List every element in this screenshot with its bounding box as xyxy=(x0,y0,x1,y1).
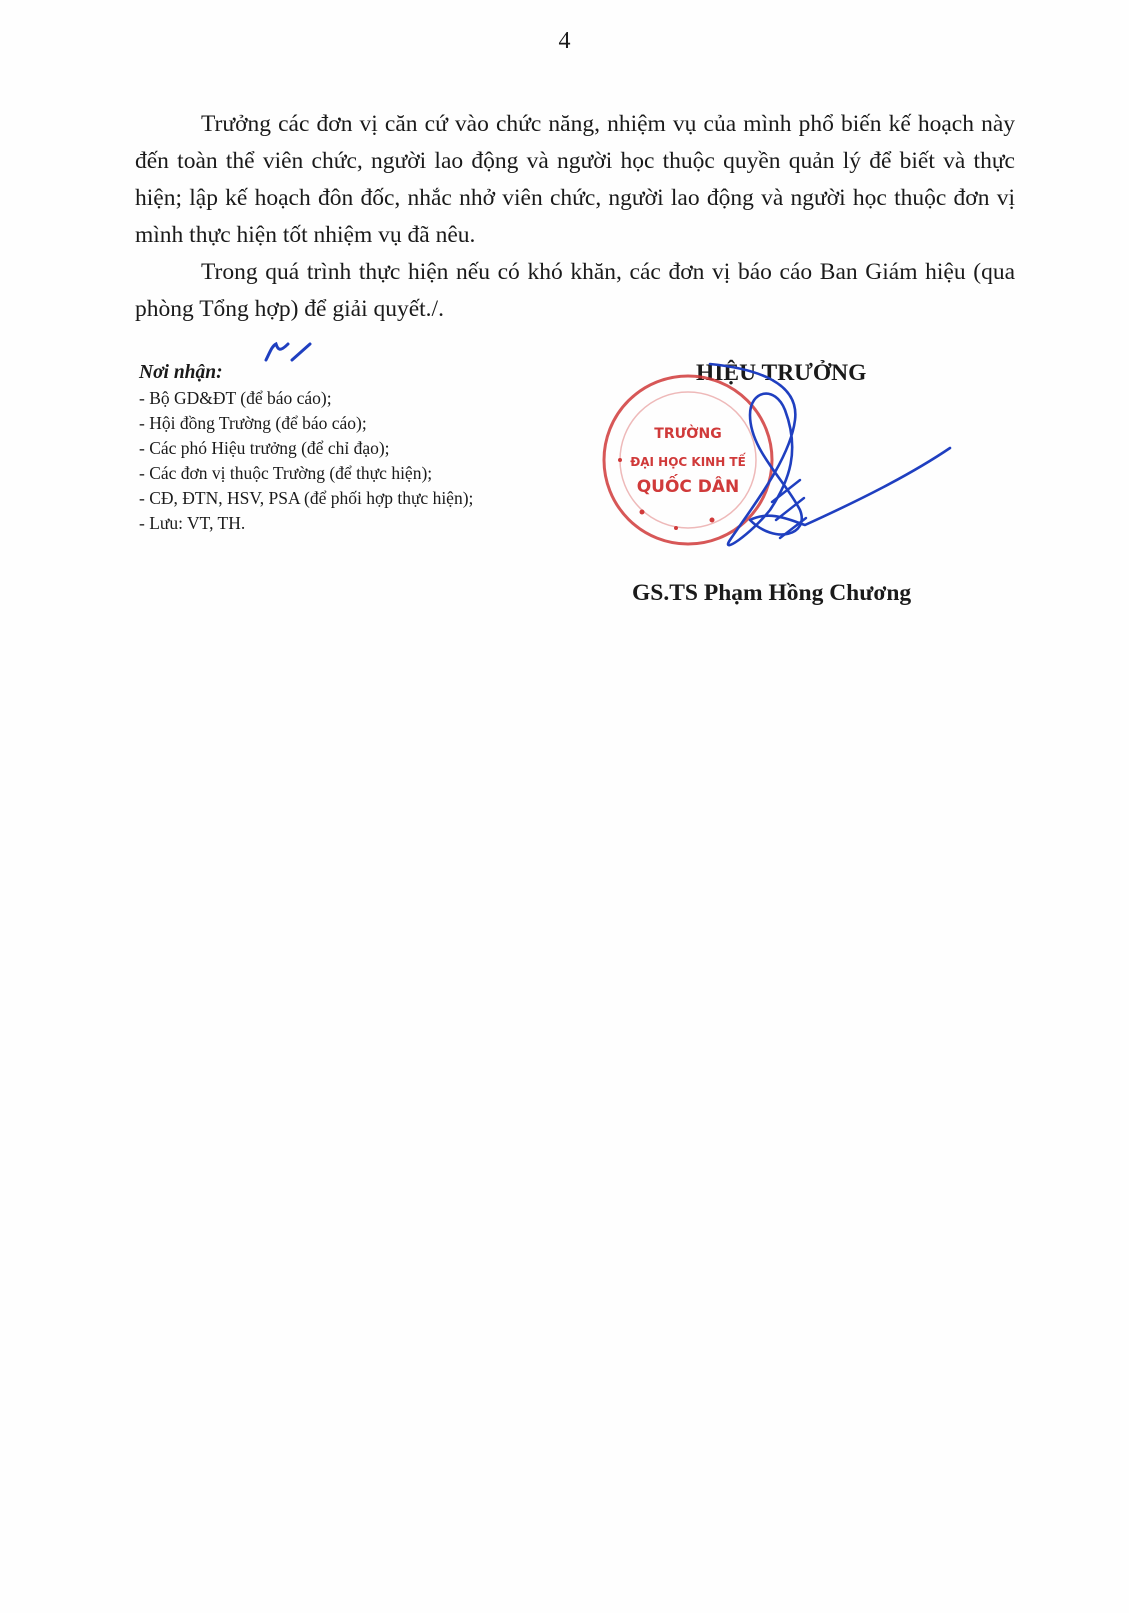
recipient-item: - Hội đồng Trường (để báo cáo); xyxy=(139,413,367,433)
signature-block xyxy=(600,360,1000,620)
recipient-item: - Các đơn vị thuộc Trường (để thực hiện); xyxy=(139,463,433,483)
stamp-line-3: QUỐC DÂN xyxy=(636,477,740,497)
recipient-item: - Lưu: VT, TH. xyxy=(139,513,246,533)
paragraph-1: Trưởng các đơn vị căn cứ vào chức năng, nhiệm vụ của mình phổ biến kế hoạch này đến toàn thể viên chức, người lao động và người học thuộc quyền quản lý để biết và thực hiện; lập kế hoạch đôn đốc, nhắc nhở viên chức, người lao động và người học thuộc đơn vị mình thực hiện tốt nhiệm vụ đã nêu. xyxy=(135,111,1015,248)
recipients-title: Nơi nhận: xyxy=(139,362,223,383)
paragraph-2: Trong quá trình thực hiện nếu có khó khăn, các đơn vị báo cáo Ban Giám hiệu (qua phòng Tổng hợp) để giải quyết./. xyxy=(135,259,1015,322)
handwritten-signature-icon xyxy=(600,360,1000,580)
recipients-list xyxy=(139,386,609,536)
page-number: 4 xyxy=(558,28,571,54)
recipients-block xyxy=(139,360,609,536)
recipient-item: - Các phó Hiệu trưởng (để chỉ đạo); xyxy=(139,438,390,458)
signer-title: HIỆU TRƯỞNG xyxy=(696,360,867,386)
body-text xyxy=(135,106,1015,328)
stamp-line-2: ĐẠI HỌC KINH TẾ xyxy=(630,455,746,469)
recipient-item: - Bộ GD&ĐT (để báo cáo); xyxy=(139,388,332,408)
signer-name: GS.TS Phạm Hồng Chương xyxy=(632,580,912,606)
stamp-line-1: TRƯỜNG xyxy=(654,426,722,442)
recipient-item: - CĐ, ĐTN, HSV, PSA (để phối hợp thực hiện); xyxy=(139,488,474,508)
